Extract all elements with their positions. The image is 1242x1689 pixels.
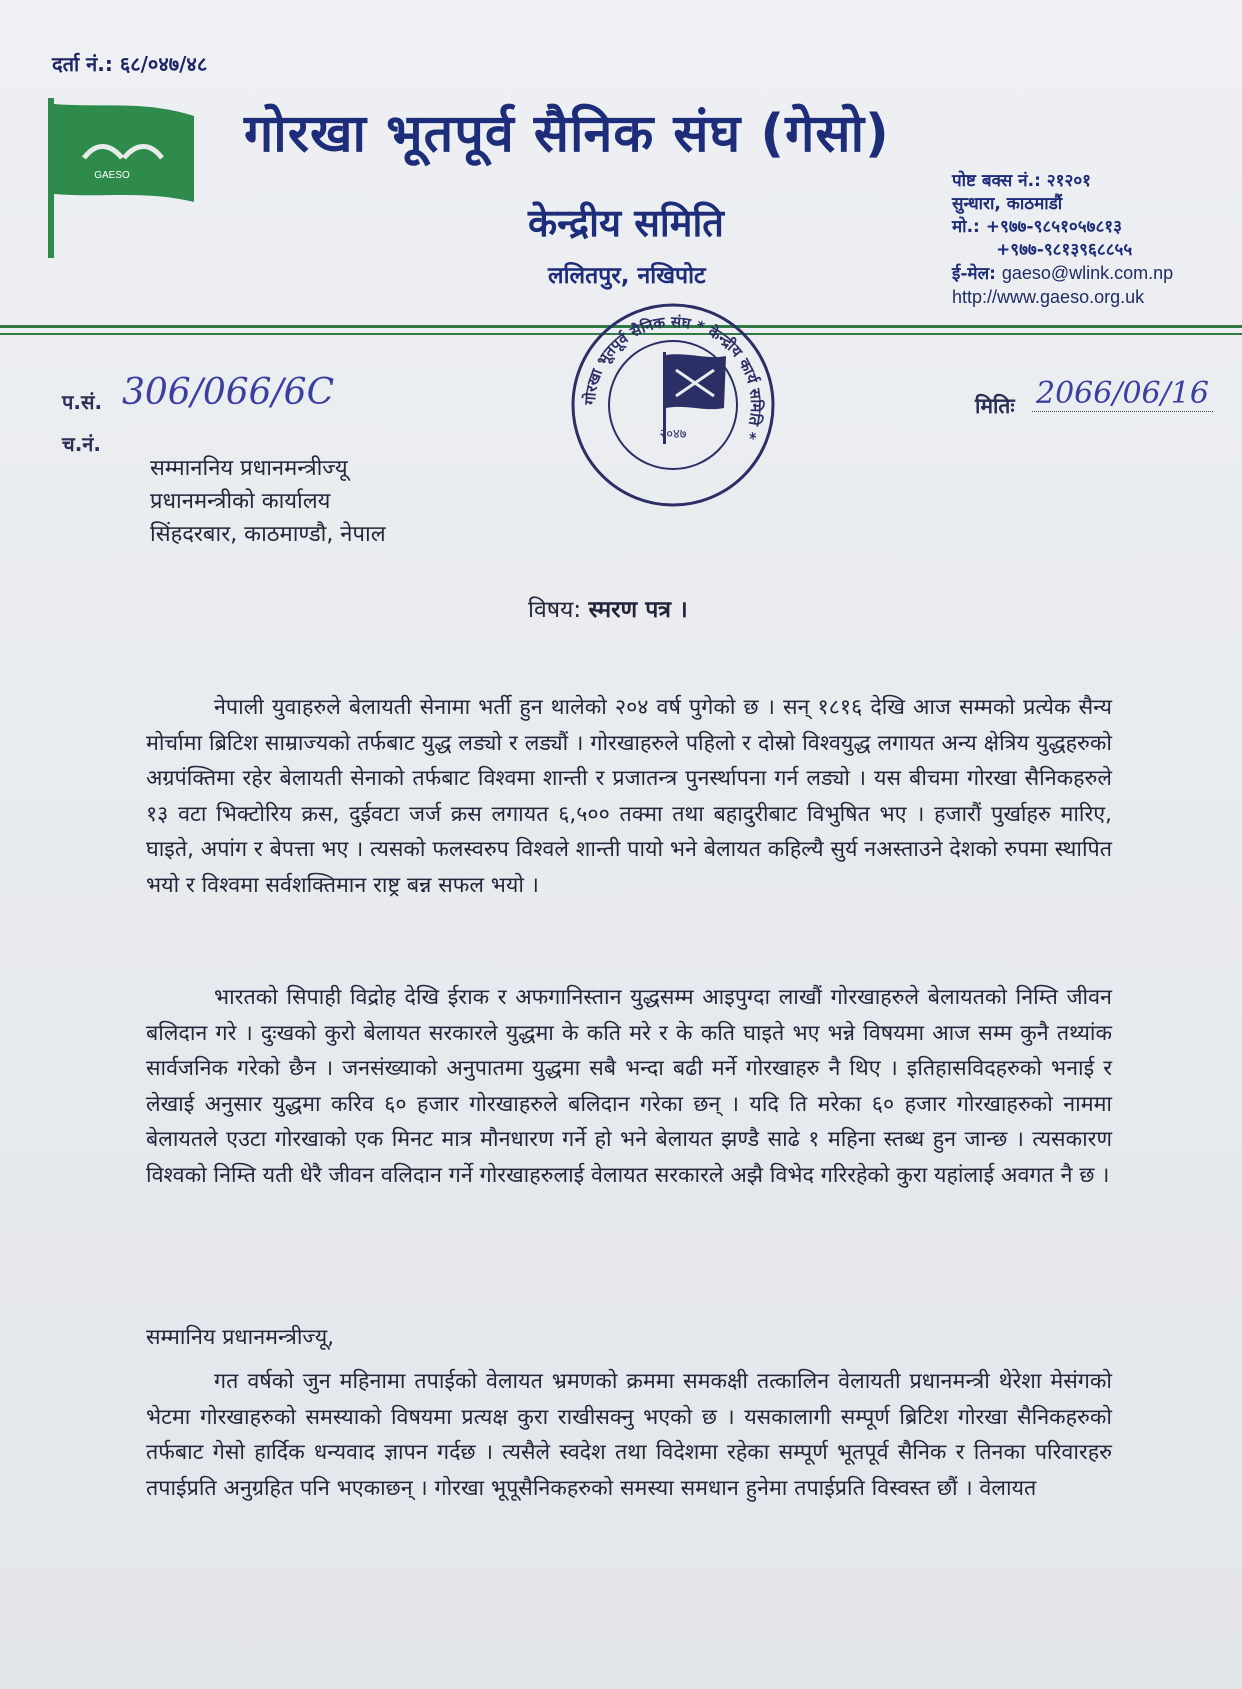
paragraph-text: नेपाली युवाहरुले बेलायती सेनामा भर्ती हुन थालेको २०४ वर्ष पुगेको छ । सन् १८१६ देखि आज सम्मको प्रत्येक सैन्य मोर्चामा ब्रिटिश साम्राज्यको तर्फबाट युद्ध लड्यो र लड्यौं । गोरखाहरुले पहिलो र दोस्रो विश्वयुद्ध लगायत अन्य क्षेत्रिय युद्धहरुको अग्रपंक्तिमा रहेर बेलायती सेनाको तर्फबाट विश्वमा शान्ती र प्रजातन्त्र पुनर्स्थापना गर्न लड्यो । यस बीचमा गोरखा सैनिकहरुले १३ वटा भिक्टोरिय क्रस, दुईवटा जर्ज क्रस लगायत ६,५०० तक्मा तथा बहादुरीबाट विभुषित भए । हजारौं पुर्खाहरु मारिए, घाइते, अपांग र बेपत्ता भए । त्यसको फलस्वरुप विश्वले शान्ती पायो भने बेलायत कहिल्यै सुर्य नअस्ताउने देशको रुपमा स्थापित भयो र विश्वमा सर्वशक्तिमान राष्ट्र बन्न सफल भयो । [146, 695, 1112, 898]
paragraph-text: भारतको सिपाही विद्रोह देखि ईराक र अफगानिस्तान युद्धसम्म आइपुग्दा लाखौं गोरखाहरुले बेलायतको निम्ति जीवन बलिदान गरे । दुःखको कुरो बेलायत सरकारले युद्धमा के कति मरे र के कति घाइते भए भन्ने विषयमा आज सम्म कुनै तथ्यांक सार्वजनिक गरेको छैन । जनसंख्याको अनुपातमा युद्धमा सबै भन्दा बढी मर्ने गोरखाहरु नै थिए । इतिहासविदहरुको भनाई र लेखाई अनुसार युद्धमा करिव ६० हजार गोरखाहरुले बलिदान गरेका छन् । यदि ति मरेका ६० हजार गोरखाहरुको नाममा बेलायतले एउटा गोरखाको एक मिनट मात्र मौनधारण गर्ने हो भने बेलायत झण्डै साढे १ महिना स्तब्ध हुन जान्छ । त्यसकारण विश्वको निम्ति यती धेरै जीवन वलिदान गर्ने गोरखाहरुलाई वेलायत सरकारले अझै विभेद गरिरहेको कुरा यहांलाई अवगत नै छ । [146, 985, 1112, 1188]
subject-label: विषय: [528, 597, 582, 623]
date-label: मितिः [975, 394, 1015, 418]
recipient-line: सिंहदरबार, काठमाण्डौ, नेपाल [150, 522, 386, 547]
mobile-2: +९७७-९८१३९६८८५५ [996, 240, 1133, 260]
contact-block [952, 170, 1173, 309]
paragraph-1 [146, 690, 1112, 903]
salutation: सम्मानिय प्रधानमन्त्रीज्यू, [146, 1325, 335, 1350]
email-address: gaeso@wlink.com.np [1001, 263, 1174, 283]
mobile-1: मो.: +९७७-९८५१०५७८१३ [952, 217, 1122, 237]
address-line: सुन्धारा, काठमाडौं [952, 194, 1063, 214]
registration-number: दर्ता नं.: ६८/०४७/४८ [52, 52, 208, 76]
recipient-address [150, 452, 386, 551]
paragraph-3 [146, 1364, 1112, 1506]
subject-text: स्मरण पत्र । [588, 597, 688, 623]
ref-label: प.सं. [62, 390, 103, 414]
official-seal [568, 300, 778, 510]
recipient-line: सम्माननिय प्रधानमन्त्रीज्यू [150, 456, 348, 481]
seal-ring-text: गोरखा भूतपूर्व सैनिक संघ * केन्द्रीय कार्य समिति * [580, 312, 766, 442]
po-box: पोष्ट बक्स नं.: २१२०१ [952, 171, 1091, 191]
cha-label: च.नं. [62, 432, 101, 456]
date-handwritten: 2066/06/16 [1032, 376, 1213, 412]
paragraph-text: गत वर्षको जुन महिनामा तपाईको वेलायत भ्रमणको क्रममा समकक्षी तत्कालिन वेलायती प्रधानमन्त्री थेरेशा मेसंगको भेटमा गोरखाहरुको समस्याको विषयमा प्रत्यक्ष कुरा राखीसक्नु भएको छ । यसकालागी सम्पूर्ण ब्रिटिश गोरखा सैनिकहरुको तर्फबाट गेसो हार्दिक धन्यवाद ज्ञापन गर्दछ । त्यसैले स्वदेश तथा विदेशमा रहेका सम्पूर्ण भूतपूर्व सैनिक र तिनका परिवारहरु तपाईप्रति अनुग्रहित पनि भएकाछन् । गोरखा भूपूसैनिकहरुको समस्या समधान हुनेमा तपाईप्रति विस्वस्त छौं । वेलायत [146, 1369, 1112, 1501]
email-line [952, 262, 1173, 286]
ref-number-handwritten: 306/066/6C [122, 372, 335, 413]
organization-name: गोरखा भूतपूर्व सैनिक संघ (गेसो) [244, 104, 890, 164]
committee-location: ललितपुर, नखिपोट [548, 263, 706, 289]
flag-logo [44, 98, 204, 258]
recipient-line: प्रधानमन्त्रीको कार्यालय [150, 489, 331, 514]
email-label: ई-मेल: [952, 264, 996, 284]
flag-text: GAESO [94, 170, 130, 181]
subject-line [528, 592, 688, 624]
website: http://www.gaeso.org.uk [952, 287, 1145, 307]
seal-year: २०४७ [659, 427, 687, 442]
paragraph-2 [146, 980, 1112, 1193]
committee-name: केन्द्रीय समिति [528, 201, 724, 245]
